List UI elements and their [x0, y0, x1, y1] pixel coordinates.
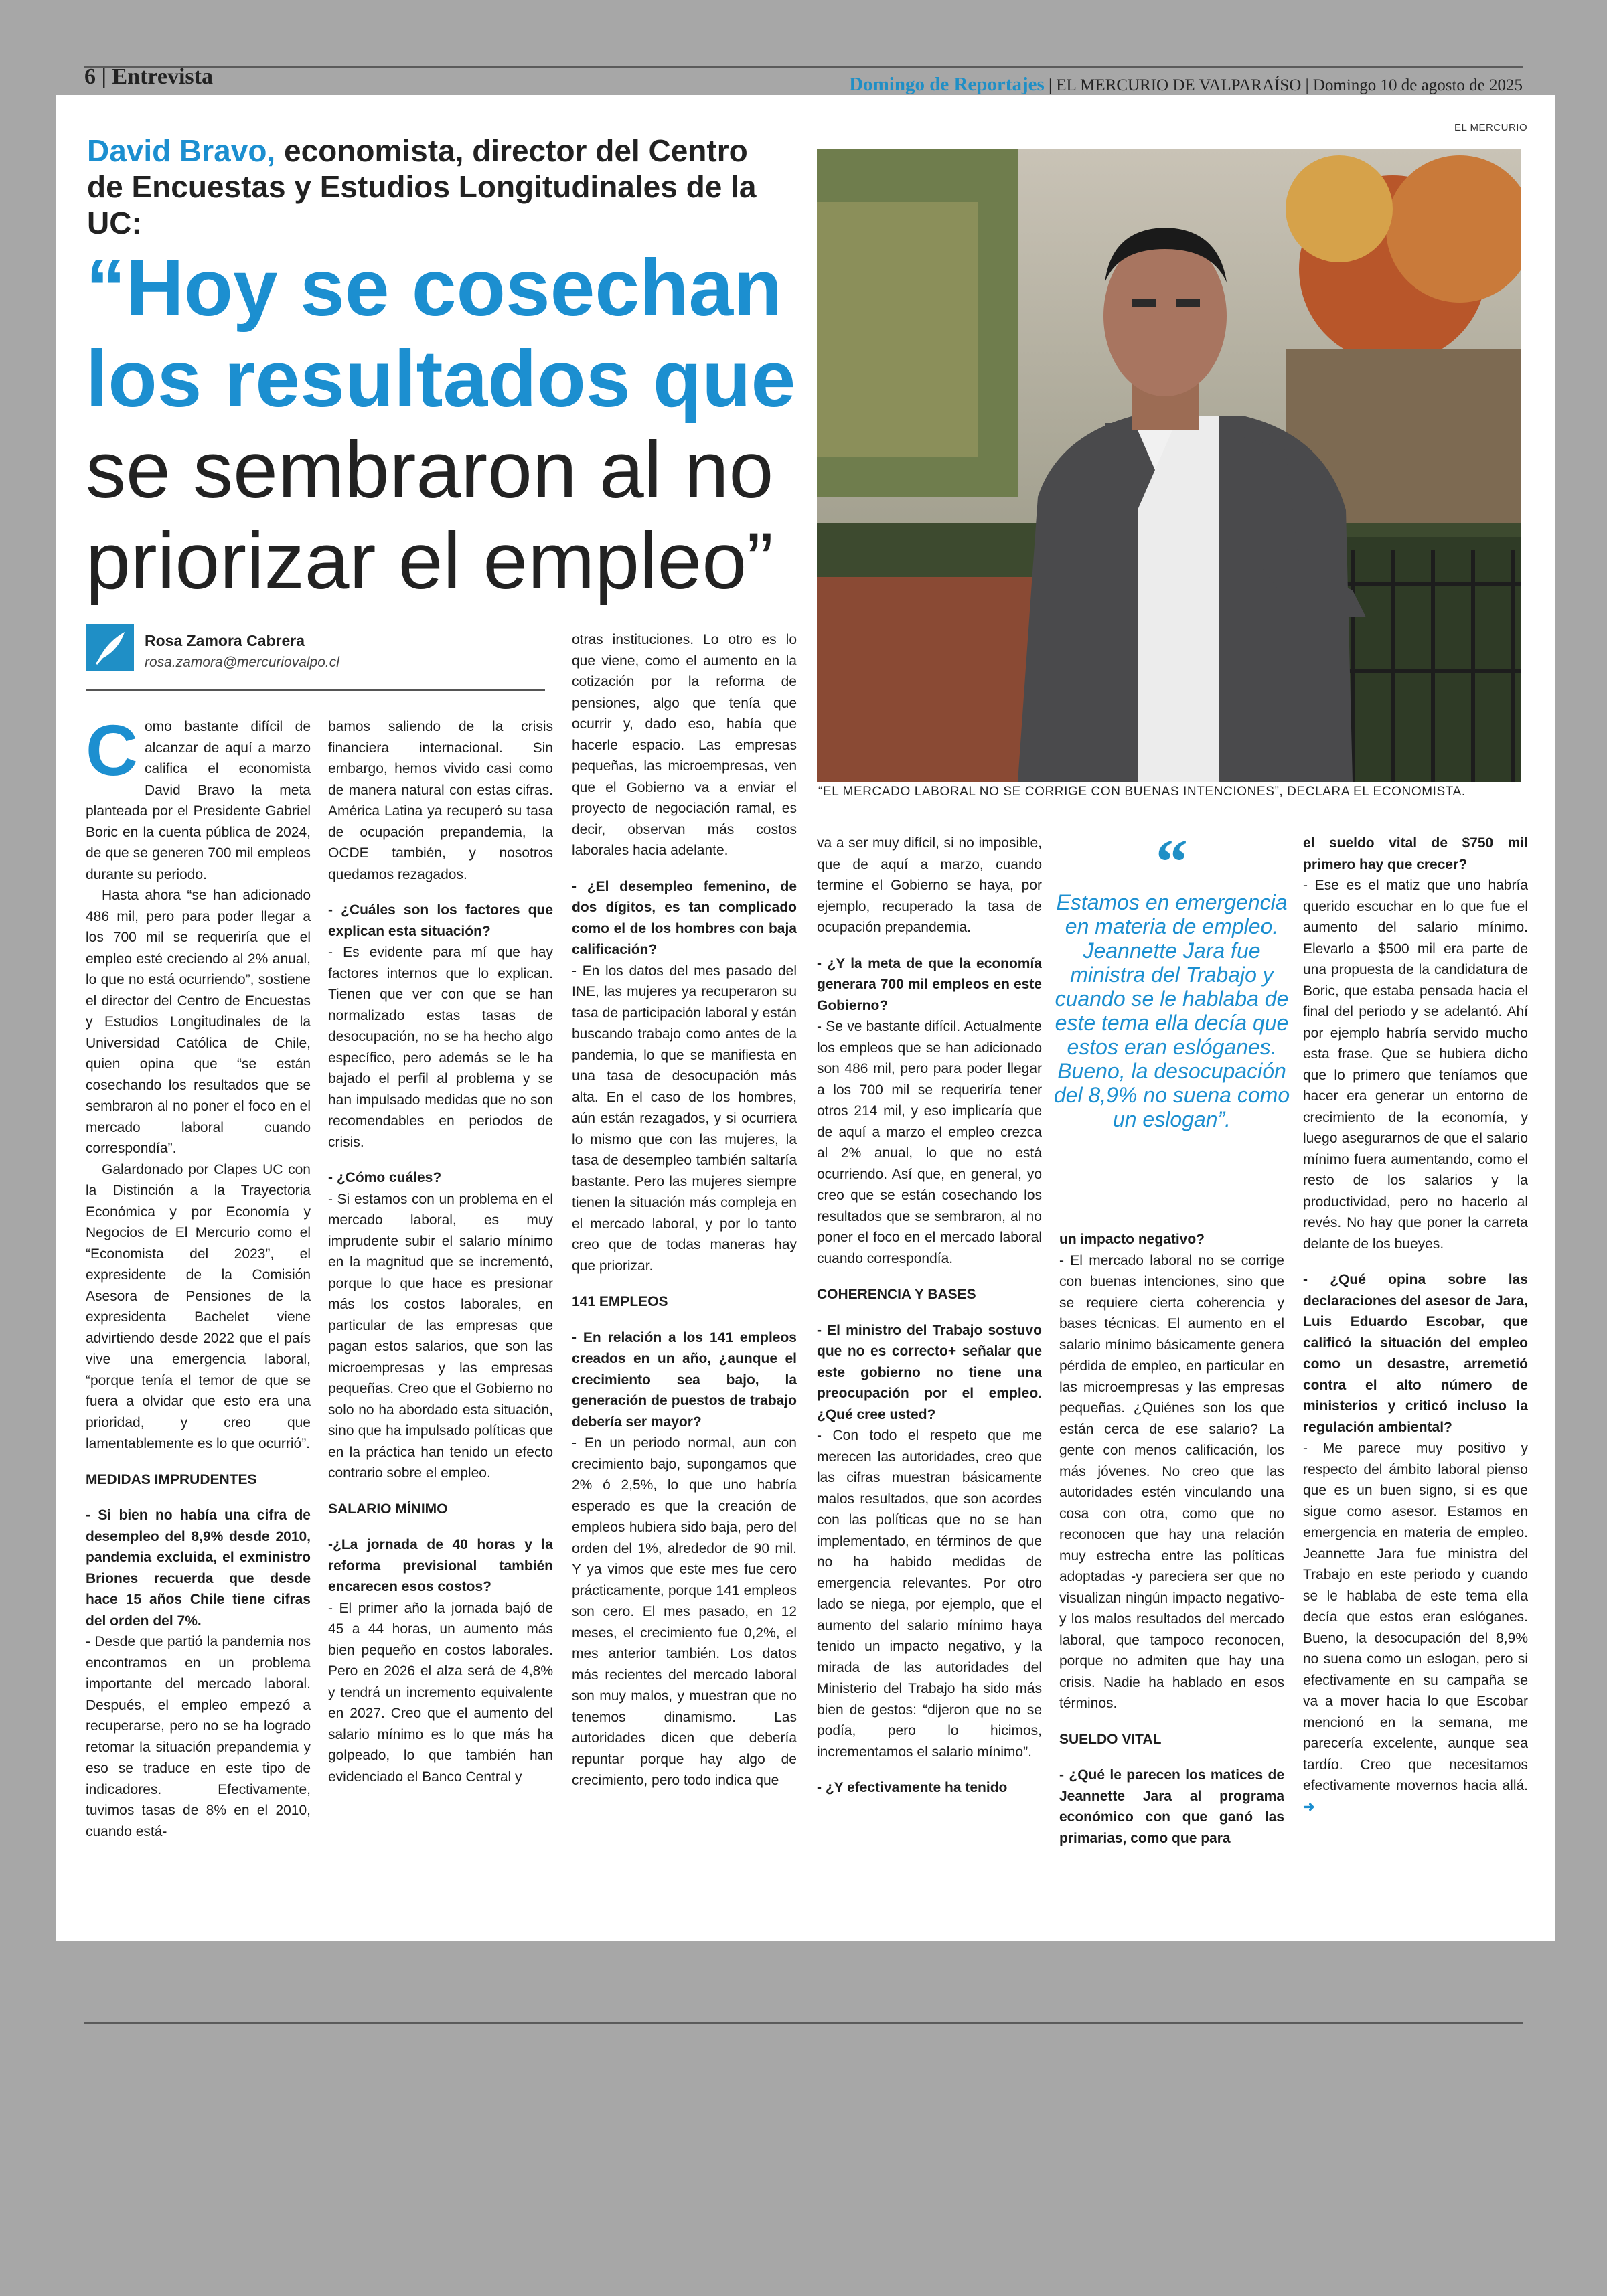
headline-line-2: los resultados que	[86, 334, 796, 424]
issue-date: Domingo 10 de agosto de 2025	[1312, 76, 1523, 94]
kicker-line1: economista, director del Centro	[275, 133, 748, 168]
question: - ¿Y la meta de que la economía generara 700 mil empleos en este Gobierno?	[817, 955, 1042, 1013]
article-column-3	[572, 629, 797, 1901]
byline-divider	[86, 689, 545, 691]
article-column-6	[1303, 833, 1528, 1901]
answer: - Si estamos con un problema en el mercado laboral, es muy imprudente subir el salario mínimo en la magnitud que se incrementó, porque lo que hace es presionar más los costos laborales, en particular de las empresas que pagan estos salarios, que son las microempresas y las empresas pequeñas. Creo que el Gobierno no solo no ha abordado esta situación, sino que ha impulsado políticas que en la práctica han tenido un efecto contrario sobre el empleo.	[328, 1191, 553, 1481]
section-heading: 141 EMPLEOS	[572, 1294, 668, 1309]
newspaper-name: EL MERCURIO DE VALPARAÍSO	[1056, 76, 1302, 94]
question: - En relación a los 141 empleos creados en un año, ¿aunque el crecimiento sea bajo, la generación de puestos de trabajo debería ser mayor?	[572, 1329, 797, 1430]
answer: - En los datos del mes pasado del INE, las mujeres ya recuperaron su tasa de participación laboral y están buscando trabajo como antes de la pandemia, lo que se manifiesta en una tasa de desocupación más alta. En el caso de los hombres, aún están rezagados, y si ocurriera lo mismo que con las mujeres, la tasa de desempleo también saltaría bastante. Pero las mujeres siempre tienen la situación más compleja en el mercado laboral, y por lo tanto creo que de todas maneras hay que priorizar.	[572, 963, 797, 1274]
question: - ¿Cómo cuáles?	[328, 1170, 442, 1185]
headline-line-4: priorizar el empleo”	[86, 516, 774, 606]
page-header	[84, 64, 1523, 94]
interviewee-photo	[817, 149, 1521, 782]
section-heading: SALARIO MÍNIMO	[328, 1501, 448, 1517]
answer: - El primer año la jornada bajó de 45 a 44 horas, un aumento más bien pequeño en costos laborales. Pero en 2026 el alza será de 4,8% y tendrá un incremento equivalente en 2027. Creo que el aumento del salario mínimo es lo que más ha golpeado, lo que también han evidenciado el Banco Central y	[328, 1600, 553, 1785]
issue-info: Domingo de Reportajes | EL MERCURIO DE VALPARAÍSO | Domingo 10 de agosto de 2025	[849, 74, 1523, 95]
answer: - Me parece muy positivo y respecto del ámbito laboral pienso que es un buen signo, si es que sigue como asesor. Estamos en emergencia en materia de empleo. Jeannette Jara fue ministra del Trabajo en este periodo y cuando se le hablaba de este tema ella decía que estos eran eslóganes. Bueno, la desocupación del 8,9% no suena como un eslogan, pero si efectivamente en su campaña se va a mover hacia lo que Escobar mencionó en la semana, me parecería excelente, aunque sea tardío. Creo que necesitamos efectivamente movernos hacia allá. ➜	[1303, 1441, 1528, 1815]
quill-icon	[86, 624, 134, 671]
answer: - Desde que partió la pandemia nos encontramos en un problema importante del mercado laboral. Después, el empleo empezó a recuperarse, pero no se ha logrado retomar la situación prepandemia y eso se traduce en este tipo de indicadores. Efectivamente, tuvimos tasas de 8% en el 2010, cuando está-	[86, 1634, 311, 1839]
question: - ¿Qué le parecen los matices de Jeannette Jara al programa económico con que ganó las primarias, como que para	[1059, 1767, 1284, 1846]
question: - El ministro del Trabajo sostuvo que no es correcto+ señalar que este gobierno no tiene una preocupación por el empleo. ¿Qué cree usted?	[817, 1322, 1042, 1422]
photo-caption: “EL MERCADO LABORAL NO SE CORRIGE CON BUENAS INTENCIONES”, DECLARA EL ECONOMISTA.	[818, 785, 1466, 799]
headline-line-1: “Hoy se cosechan	[86, 243, 783, 333]
paragraph: va a ser muy difícil, si no imposible, que de aquí a marzo, cuando termine el Gobierno se haya, por ejemplo, recuperado la tasa de ocupación prepandemia.	[817, 835, 1042, 935]
author-name: Rosa Zamora Cabrera	[145, 632, 305, 649]
headline	[86, 242, 822, 606]
author-email[interactable]: rosa.zamora@mercuriovalpo.cl	[145, 655, 339, 670]
answer: - Se ve bastante difícil. Actualmente los empleos que se han adicionado son 486 mil, pero para poder llegar a los 700 mil se requeriría tener otros 214 mil, y eso implicaría que de aquí a marzo el empleo crezca al 2% anual, lo que no está ocurriendo. Así que, en general, yo creo que se están cosechando los resultados que se sembraron, al no poner el foco en el mercado laboral cuando correspondía.	[817, 1019, 1042, 1266]
paragraph: otras instituciones. Lo otro es lo que viene, como el aumento en la cotización por la reforma de pensiones, algo que tenía que ocurrir y, dado eso, había que hacerle espacio. Las empresas pequeñas, las microempresas, ven que el Gobierno va a enviar el proyecto de negociación ramal, es decir, observan más costos laborales hacia adelante.	[572, 632, 797, 858]
paragraph: bamos saliendo de la crisis financiera internacional. Sin embargo, hemos vivido casi como de manera natural con estas cifras. América Latina ya recuperó su tasa de ocupación prepandemia, la OCDE también, y nosotros quedamos rezagados.	[328, 719, 553, 882]
headline-line-3: se sembraron al no	[86, 425, 774, 515]
answer: - Con todo el respeto que me merecen las autoridades, creo que las cifras muestran básicamente malos resultados, que son acordes con las políticas que no se han implementado, en términos de que no ha habido medidas de emergencia relevantes. Por otro lado se niega, por ejemplo, que el aumento del salario mínimo haya tenido un impacto negativo, y la mirada de las autoridades del Ministerio del Trabajo ha sido más bien de gestos: “dijeron que no se podía, pero lo hicimos, incrementamos el salario mínimo”.	[817, 1428, 1042, 1760]
answer: - Ese es el matiz que uno habría querido escuchar en lo que fue el aumento del salario mínimo. Elevarlo a $500 mil era parte de una propuesta de la candidatura de Boric, que estaba pensada hacia el final del periodo y se adelantó. Ahí por ejemplo habría servido mucho esta frase. Que se hubiera dicho que lo primero que teníamos que hacer era generar un entorno de crecimiento de la economía, y luego asegurarnos de que el salario mínimo fuera aumentando, como el resto de los salarios y la productividad, pero no hacerlo al revés. No hay que poner la carreta delante de los bueyes.	[1303, 878, 1528, 1252]
photo-credit: EL MERCURIO	[1454, 122, 1528, 133]
question: - Si bien no había una cifra de desempleo del 8,9% desde 2010, pandemia excluida, el exministro Briones recuerda que desde hace 15 años Chile tiene cifras del orden del 7%.	[86, 1507, 311, 1629]
quote-mark-icon: “	[1156, 826, 1188, 898]
article-column-5	[1059, 1229, 1284, 1901]
answer: - El mercado laboral no se corrige con buenas intenciones, sino que se requiere cierta coherencia y bases técnicas. El aumento en el salario mínimo básicamente genera pérdida de empleo, en particular en las microempresas y las empresas pequeñas. ¿Quiénes son los que están cerca de ese salario? La gente con menos calificación, los más jóvenes. No creo que las autoridades estén vinculando una cosa con otra, como que no reconocen que hay una relación muy estrecha entre las políticas adoptadas -y pareciera ser que no visualizan ningún impacto negativo- y los malos resultados del mercado laboral, que tampoco reconocen, porque no admiten que hay una crisis. Nadie ha hablado en esos términos.	[1059, 1252, 1284, 1711]
bottom-rule	[84, 2022, 1523, 2024]
question: el sueldo vital de $750 mil primero hay que crecer?	[1303, 835, 1528, 872]
answer: - En un periodo normal, aun con crecimiento bajo, supongamos que 2% ó 2,5%, lo que uno habría esperado es que la creación de empleos hubiera sido baja, pero del orden del 1%, alrededor de 90 mil. Y ya vimos que este mes fue cero prácticamente, porque 141 empleos son cero. El mes pasado, en 12 meses, el crecimiento fue 0,2%, el mes anterior también. Los datos más recientes del mercado laboral son muy malos, y muestran que no tenemos dinamismo. Las autoridades dicen que debería repuntar porque hay algo de crecimiento, pero todo indica que	[572, 1435, 797, 1788]
pull-quote: Estamos en emergencia en materia de empleo. Jeannette Jara fue ministra del Trabajo y cuando se le hablaba de este tema ella decía que estos eran eslóganes. Bueno, la desocupación del 8,9% no suena como un eslogan”.	[1053, 890, 1290, 1131]
article-column-1	[86, 716, 311, 1901]
section-heading: COHERENCIA Y BASES	[817, 1287, 976, 1302]
paragraph: omo bastante difícil de alcanzar de aquí a marzo califica el economista David Bravo la meta planteada por el Presidente Gabriel Boric en la cuenta pública de 2024, de que se generen 700 mil empleos durante su periodo.	[86, 719, 311, 882]
question: un impacto negativo?	[1059, 1232, 1205, 1247]
answer: - Es evidente para mí que hay factores internos que lo explican. Tienen que ver con que se han normalizado estas tasas de desocupación, no se ha hecho algo específico, pero además se le ha bajado el perfil al problema y se han impulsado medidas que no son recomendables en periodos de crisis.	[328, 945, 553, 1150]
question: - ¿El desempleo femenino, de dos dígitos, es tan complicado como el de los hombres con baja calificación?	[572, 878, 797, 957]
question: -¿La jornada de 40 horas y la reforma previsional también encarecen esos costos?	[328, 1537, 553, 1594]
continue-arrow-icon: ➜	[1303, 1799, 1315, 1815]
question: - ¿Qué opina sobre las declaraciones del asesor de Jara, Luis Eduardo Escobar, que calificó la situación del empleo como un desastre, arremetió contra el alto número de ministerios y criticó incluso la regulación ambiental?	[1303, 1272, 1528, 1435]
question: - ¿Y efectivamente ha tenido	[817, 1780, 1008, 1795]
article-column-4	[817, 833, 1042, 1901]
section-heading: MEDIDAS IMPRUDENTES	[86, 1471, 257, 1487]
question: - ¿Cuáles son los factores que explican esta situación?	[328, 902, 553, 939]
supplement-name: Domingo de Reportajes	[849, 74, 1045, 95]
paragraph: Galardonado por Clapes UC con la Distinción a la Trayectoria Económica y por Economía y Negocios de El Mercurio como el “Economista del 2023”, el expresidente de la Comisión Asesora de Pensiones de la expresidenta Bachelet viene advirtiendo desde 2022 que el país vive una emergencia laboral, “porque tenía el temor de que se fuera a olvidar que esto era una prioridad, y creo que lamentablemente es lo que ocurrió”.	[86, 1161, 311, 1451]
article-column-2	[328, 716, 553, 1901]
drop-cap: C	[86, 716, 138, 791]
kicker-line2: de Encuestas y Estudios Longitudinales de la UC:	[87, 169, 757, 240]
paragraph: Hasta ahora “se han adicionado 486 mil, pero para poder llegar a los 700 mil se requeriría que el empleo esté creciendo al 2% anual, lo que no está ocurriendo”, sostiene el director del Centro de Encuestas y Estudios Longitudinales de la Universidad Católica de Chile, quien opina que “se están cosechando los resultados que se sembraron al no poner el foco en el mercado laboral cuando correspondía”.	[86, 888, 311, 1156]
kicker	[87, 133, 790, 241]
section-heading: SUELDO VITAL	[1059, 1731, 1162, 1747]
interviewee-name: David Bravo,	[87, 133, 276, 168]
page-number-section: 6 | Entrevista	[84, 64, 213, 89]
